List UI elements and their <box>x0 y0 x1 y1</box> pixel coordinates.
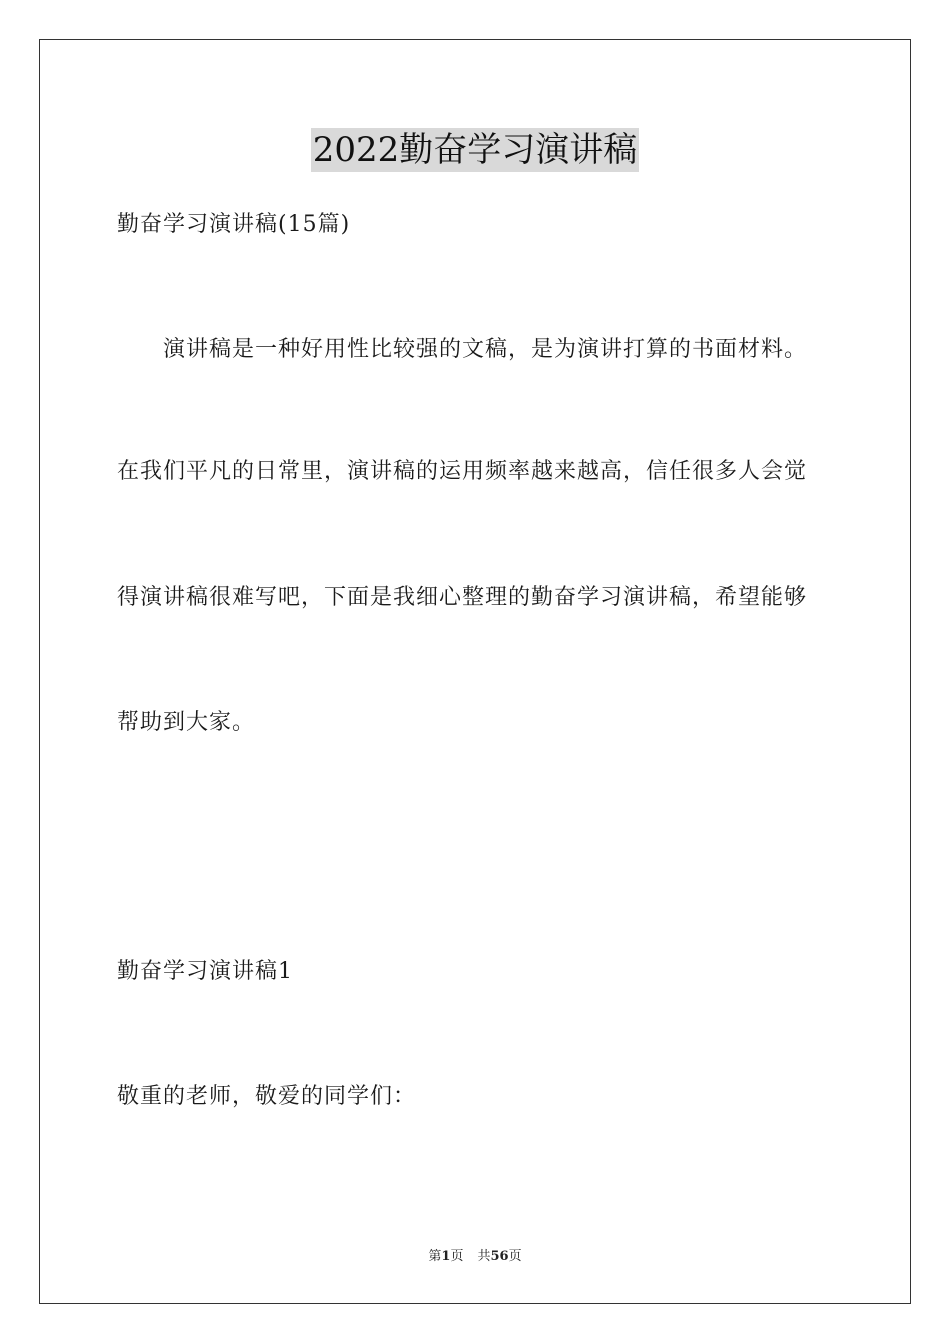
document-subtitle: 勤奋学习演讲稿(15篇) <box>117 212 351 237</box>
footer-total-suffix: 页 <box>508 1249 522 1264</box>
footer-page-suffix: 页 <box>450 1249 464 1264</box>
intro-line-4: 帮助到大家。 <box>117 710 256 735</box>
footer-page-prefix: 第 <box>428 1249 442 1264</box>
section-heading: 勤奋学习演讲稿1 <box>117 959 293 984</box>
greeting: 敬重的老师，敬爱的同学们： <box>117 1084 417 1109</box>
title-container <box>0 128 950 172</box>
intro-line-3: 得演讲稿很难写吧，下面是我细心整理的勤奋学习演讲稿，希望能够 <box>117 585 808 610</box>
document-title: 2022勤奋学习演讲稿 <box>312 130 638 170</box>
intro-line-1: 演讲稿是一种好用性比较强的文稿，是为演讲打算的书面材料。 <box>163 337 808 362</box>
intro-line-2: 在我们平凡的日常里，演讲稿的运用频率越来越高，信任很多人会觉 <box>117 459 808 484</box>
footer-total-prefix: 共 <box>477 1249 491 1264</box>
footer-page-number: 1 <box>441 1249 451 1264</box>
page-footer <box>0 1248 950 1266</box>
footer-total-pages: 56 <box>490 1249 509 1264</box>
